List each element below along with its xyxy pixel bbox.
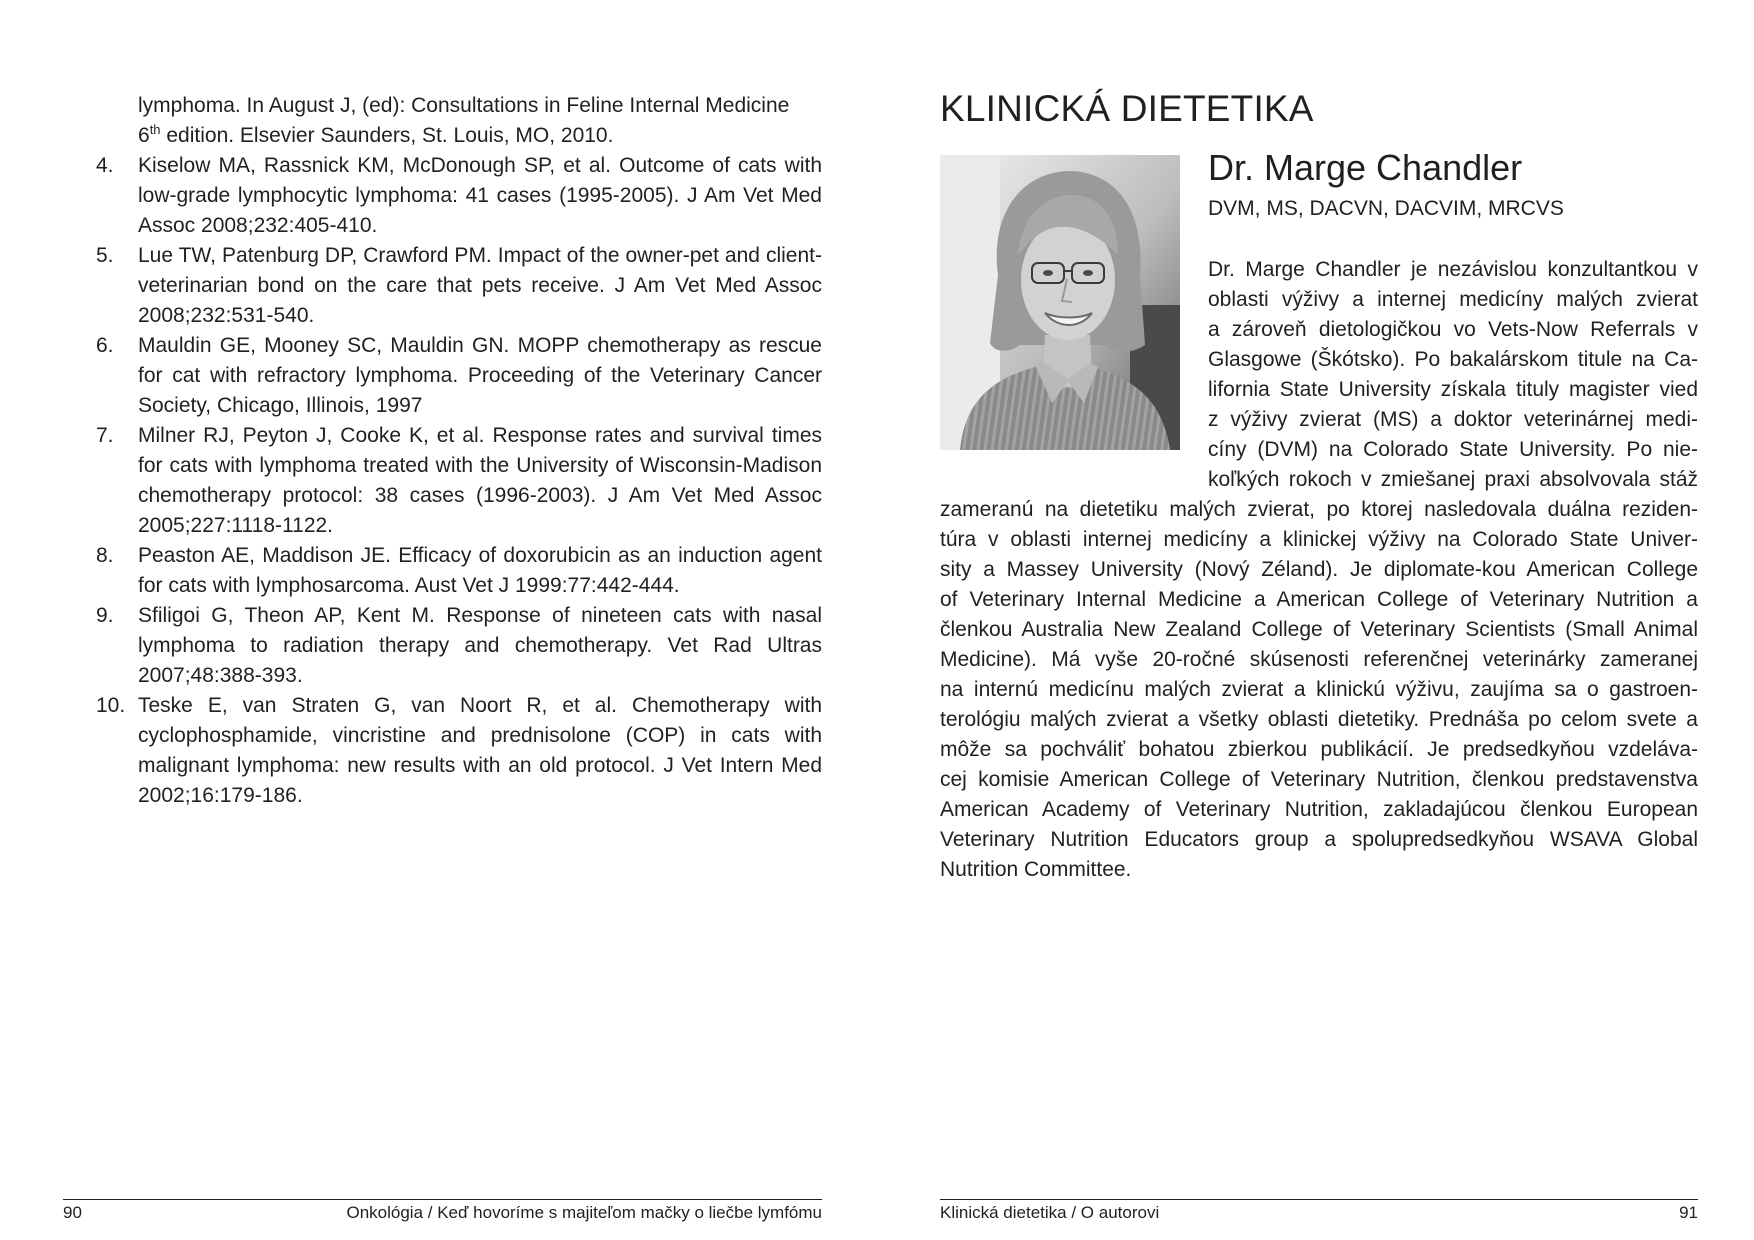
bio-line: terológiu malých zvierat a všetky oblasti dietetiky. Prednáša po celom svete a [940, 708, 1698, 731]
bio-line: American Academy of Veterinary Nutrition, zakladajúcou členkou European [940, 798, 1698, 821]
reference-item [96, 601, 822, 691]
right-page [877, 0, 1754, 1240]
author-biography [940, 255, 1698, 885]
reference-continuation-line-2: 6th edition. Elsevier Saunders, St. Louis, MO, 2010. [138, 122, 614, 147]
reference-item [96, 541, 822, 601]
bio-line: z výživy zvierat (MS) a doktor veterinárnej medi- [1208, 408, 1698, 431]
reference-text: Mauldin GE, Mooney SC, Mauldin GN. MOPP chemotherapy as rescue for cat with refractory lymphoma. Proceeding of the Veterinary Cancer Society, Chicago, Illinois, 1997 [138, 334, 822, 417]
bio-line: na internú medicínu malých zvierat a klinickú výživu, zaujíma sa o gastroen- [940, 678, 1698, 701]
reference-text: Peaston AE, Maddison JE. Efficacy of doxorubicin as an induction agent for cats with lymphosarcoma. Aust Vet J 1999:77:442-444. [138, 544, 822, 597]
reference-text: Lue TW, Patenburg DP, Crawford PM. Impact of the owner-pet and client-veterinarian bond on the care that pets receive. J Am Vet Med Assoc 2008;232:531-540. [138, 244, 822, 327]
bio-line: zameranú na dietetiku malých zvierat, po ktorej nasledovala duálna reziden- [940, 498, 1698, 521]
author-name: Dr. Marge Chandler [1208, 147, 1523, 188]
reference-item [96, 691, 822, 811]
bio-line: túra v oblasti internej medicíny a klinickej výživy na Colorado State Univer- [940, 528, 1698, 551]
bio-line: a zároveň dietologičkou vo Vets-Now Referrals v [1208, 318, 1698, 341]
reference-text: Sfiligoi G, Theon AP, Kent M. Response of nineteen cats with nasal lymphoma to radiation therapy and chemotherapy. Vet Rad Ultras 2007;48:388-393. [138, 604, 822, 687]
reference-number: 10. [96, 694, 126, 717]
page-number: 90 [63, 1203, 82, 1222]
reference-number: 4. [96, 154, 114, 177]
reference-item [96, 421, 822, 541]
bio-line: môže sa pochváliť bohatou zbierkou publikácií. Je predsedkyňou vzdeláva- [940, 738, 1698, 761]
reference-text: Kiselow MA, Rassnick KM, McDonough SP, et al. Outcome of cats with low-grade lymphocytic lymphoma: 41 cases (1995-2005). J Am Vet Med Assoc 2008;232:405-410. [138, 154, 822, 237]
bio-line: cej komisie American College of Veterinary Nutrition, členkou predstavenstva [940, 768, 1698, 791]
bio-line: Veterinary Nutrition Educators group a spolupredsedkyňou WSAVA Global [940, 828, 1698, 851]
bio-line: Nutrition Committee. [940, 858, 1132, 881]
section-title: KLINICKÁ DIETETIKA [940, 88, 1314, 129]
bio-line: Dr. Marge Chandler je nezávislou konzultantkou v [1208, 258, 1698, 281]
bio-line: Medicine). Má vyše 20-ročné skúsenosti referenčnej veterinárky zameranej [940, 648, 1698, 671]
reference-item [96, 241, 822, 331]
page-number: 91 [1679, 1203, 1698, 1222]
reference-list [96, 151, 822, 811]
reference-item [96, 151, 822, 241]
reference-number: 7. [96, 424, 114, 447]
reference-item [96, 331, 822, 421]
reference-continuation-line-1: lymphoma. In August J, (ed): Consultations in Feline Internal Medicine [138, 94, 790, 117]
reference-continuation [138, 91, 822, 151]
footer-rule [63, 1199, 822, 1200]
reference-number: 5. [96, 244, 114, 267]
reference-text: Teske E, van Straten G, van Noort R, et al. Chemotherapy with cyclophosphamide, vincristine and prednisolone (COP) in cats with malignant lymphoma: new results with an old protocol. J Vet Intern Med 2002;16:179-186. [138, 694, 822, 807]
bio-line: oblasti výživy a internej medicíny malých zvierat [1208, 288, 1698, 311]
running-title: Klinická dietetika / O autorovi [940, 1203, 1160, 1222]
bio-line: of Veterinary Internal Medicine a American College of Veterinary Nutrition a [940, 588, 1698, 611]
reference-number: 6. [96, 334, 114, 357]
bio-line: sity a Massey University (Nový Zéland). Je diplomate-kou American College [940, 558, 1698, 581]
bio-line: členkou Australia New Zealand College of Veterinary Scientists (Small Animal [940, 618, 1698, 641]
bio-line: lifornia State University získala tituly magister vied [1208, 378, 1698, 401]
bio-line: koľkých rokoch v zmiešanej praxi absolvovala stáž [1208, 468, 1698, 491]
footer-rule [940, 1199, 1698, 1200]
author-credentials: DVM, MS, DACVN, DACVIM, MRCVS [1208, 197, 1564, 220]
reference-number: 9. [96, 604, 114, 627]
bio-line: cíny (DVM) na Colorado State University. Po nie- [1208, 438, 1698, 461]
reference-number: 8. [96, 544, 114, 567]
bio-line: Glasgowe (Škótsko). Po bakalárskom titule na Ca- [1208, 348, 1698, 371]
running-title: Onkológia / Keď hovoríme s majiteľom mačky o liečbe lymfómu [346, 1203, 822, 1222]
superscript-ordinal: th [149, 122, 161, 137]
reference-text: Milner RJ, Peyton J, Cooke K, et al. Response rates and survival times for cats with lymphoma treated with the University of Wisconsin-Madison chemotherapy protocol: 38 cases (1996-2003). J Am Vet Med Assoc 2005;227:1118-1122. [138, 424, 822, 537]
